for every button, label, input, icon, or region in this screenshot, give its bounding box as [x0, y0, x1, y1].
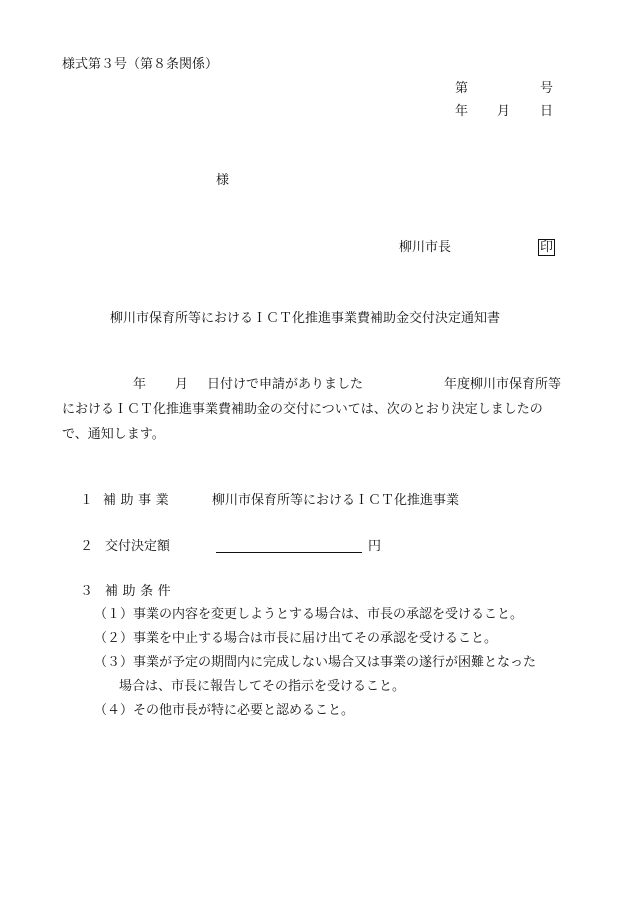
sender-name: 柳川市長 — [399, 240, 452, 255]
body-day-applied: 日付けで申請がありました — [207, 377, 364, 392]
seal-label: 印 — [540, 240, 554, 255]
recipient-honorific: 様 — [216, 173, 230, 188]
seal-mark — [538, 239, 555, 256]
item-3-label: 補助条件 — [105, 584, 176, 599]
number-prefix: 第 — [455, 81, 469, 96]
number-suffix: 号 — [540, 81, 554, 96]
form-label: 様式第３号（第８条関係） — [62, 57, 219, 72]
item-1-label: 補助事業 — [103, 493, 174, 508]
body-fiscal-year: 年度柳川市保育所等 — [444, 377, 562, 392]
date-day: 日 — [540, 104, 554, 119]
date-year: 年 — [455, 104, 469, 119]
body-month: 月 — [175, 377, 189, 392]
item-1-value: 柳川市保育所等におけるＩＣＴ化推進事業 — [212, 493, 460, 508]
item-2-number: ２ — [80, 539, 94, 554]
condition-1: （１）事業の内容を変更しようとする場合は、市長の承認を受けること。 — [94, 607, 524, 622]
item-2-unit: 円 — [368, 539, 382, 554]
body-year: 年 — [133, 377, 147, 392]
body-line-3: で、通知します。 — [62, 427, 165, 442]
body-line-2: におけるＩＣＴ化推進事業費補助金の交付については、次のとおり決定しましたの — [62, 402, 543, 417]
date-month: 月 — [497, 104, 511, 119]
condition-2: （２）事業を中止する場合は市長に届け出てその承認を受けること。 — [94, 631, 498, 646]
condition-3: （３）事業が予定の期間内に完成しない場合又は事業の遂行が困難となった — [94, 655, 537, 670]
amount-underline — [216, 552, 362, 553]
condition-4: （４）その他市長が特に必要と認めること。 — [94, 703, 355, 718]
item-1-number: １ — [80, 493, 94, 508]
document-title: 柳川市保育所等におけるＩＣＴ化推進事業費補助金交付決定通知書 — [110, 311, 501, 326]
item-3-number: ３ — [80, 584, 94, 599]
condition-3-continued: 場合は、市長に報告してその指示を受けること。 — [119, 679, 406, 694]
item-2-label: 交付決定額 — [105, 539, 171, 554]
